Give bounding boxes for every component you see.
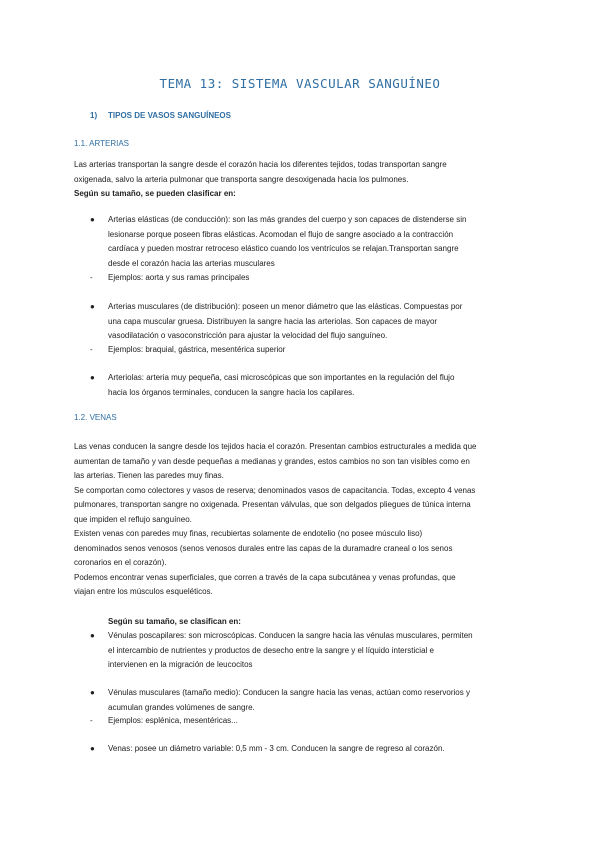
bullet-marker: ● (90, 744, 95, 753)
dash-marker: - (90, 345, 93, 354)
text-line: Arteriolas: arteria muy pequeña, casi microscópicas que son importantes en la regulación del flujo (108, 373, 455, 382)
text-line: pulmonares, transportan sangre no oxigenada. Presentan válvulas, que son delgados pliegues de túnica interna (74, 500, 471, 509)
text-line: Podemos encontrar venas superficiales, que corren a través de la capa subcutánea y venas profundas, que (74, 572, 456, 582)
dash-marker: - (90, 716, 93, 725)
text-line: Las arterias transportan la sangre desde el corazón hacia los diferentes tejidos, todas transportan sangre (74, 160, 447, 169)
bullet-marker: ● (90, 302, 95, 311)
list-item (108, 686, 526, 715)
text-line: que impiden el reflujo sanguíneo. (74, 514, 192, 524)
text-line: Arterias elásticas (de conducción): son las más grandes del cuerpo y son capaces de distenderse sin (108, 215, 467, 224)
text-line: Las venas conducen la sangre desde los tejidos hacia el corazón. Presentan cambios estructurales a medida que (74, 442, 477, 451)
list-item (108, 742, 526, 757)
text-line: intervienen en la migración de leucocitos (108, 660, 253, 669)
text-line: vasodilatación o vasoconstricción para ajustar la velocidad del flujo sanguíneo. (108, 331, 388, 340)
section-heading: TIPOS DE VASOS SANGUÍNEOS (108, 111, 231, 120)
text-line: Se comportan como colectores y vasos de reserva; denominados vasos de capacitancia. Todas, excepto 4 venas (74, 485, 476, 495)
text-line: las arterias. Tienen las paredes muy finas. (74, 471, 224, 480)
section-number: 1) (90, 111, 98, 120)
text-line: acumulan grandes volúmenes de sangre. (108, 702, 255, 712)
text-line: Existen venas con paredes muy finas, recubiertas solamente de endotelio (no posee músculo liso) (74, 529, 423, 538)
venas-intro (74, 440, 526, 600)
bullet-marker: ● (90, 373, 95, 382)
text-line: una capa muscular gruesa. Distribuyen la sangre hacia las arteriolas. Son capaces de mayor (108, 316, 438, 326)
text-line: Ejemplos: aorta y sus ramas principales (108, 273, 250, 282)
text-line: Vénulas musculares (tamaño medio): Conducen la sangre hacia las venas, actúan como reservorios y (108, 688, 470, 697)
text-line: aumentan de tamaño y van desde pequeñas a medianas y grandes, estos cambios no son tan visibles como en (74, 456, 470, 466)
list-item (108, 629, 526, 673)
text-line: coronarios en el corazón). (74, 558, 167, 567)
list-item (108, 371, 526, 400)
text-line: Según su tamaño, se pueden clasificar en: (74, 189, 236, 198)
bullet-marker: ● (90, 215, 95, 224)
text-line: viajan entre los músculos esqueléticos. (74, 587, 213, 596)
text-line: Ejemplos: braquial, gástrica, mesentérica superior (108, 345, 286, 354)
list-item (108, 213, 526, 271)
page-title: TEMA 13: SISTEMA VASCULAR SANGUÍNEO (159, 76, 441, 91)
text-line: lesionarse porque poseen fibras elásticas. Acomodan el flujo de sangre asociado a la contracción (108, 229, 454, 239)
list-item (108, 271, 526, 286)
dash-marker: - (90, 273, 93, 282)
text-line: Arterias musculares (de distribución): poseen un menor diámetro que las elásticas. Compuestas por (108, 302, 463, 311)
text-line: denominados senos venosos (senos venosos durales entre las capas de la duramadre craneal o los senos (74, 543, 453, 553)
bullet-marker: ● (90, 631, 95, 640)
list-item (108, 300, 526, 344)
text-line: cardíaca y pueden mostrar retroceso elástico cuando los ventrículos se relajan.Transportan sangre (108, 244, 459, 253)
text-line: oxigenada, salvo la arteria pulmonar que transporta sangre desoxigenada hacia los pulmones. (74, 174, 409, 184)
text-line: hacia los órganos terminales, conducen la sangre hacia los capilares. (108, 387, 355, 397)
text-line: el intercambio de nutrientes y productos de desecho entre la sangre y el líquido intersticial e (108, 645, 434, 655)
arterias-intro (74, 158, 526, 202)
text-line: Vénulas poscapilares: son microscópicas. Conducen la sangre hacia las vénulas musculares, permiten (108, 631, 473, 640)
arterias-heading: 1.1. ARTERIAS (74, 139, 129, 148)
text-line: desde el corazón hacia las arterias musculares (108, 258, 275, 268)
text-line: Ejemplos: esplénica, mesentéricas... (108, 716, 238, 725)
text-line: Venas: posee un diámetro variable: 0,5 mm - 3 cm. Conducen la sangre de regreso al corazón. (108, 744, 445, 753)
list-item (108, 714, 526, 729)
bullet-marker: ● (90, 688, 95, 697)
classify-label: Según su tamaño, se clasifican en: (108, 617, 241, 626)
venas-heading: 1.2. VENAS (74, 413, 117, 422)
list-item (108, 343, 526, 358)
